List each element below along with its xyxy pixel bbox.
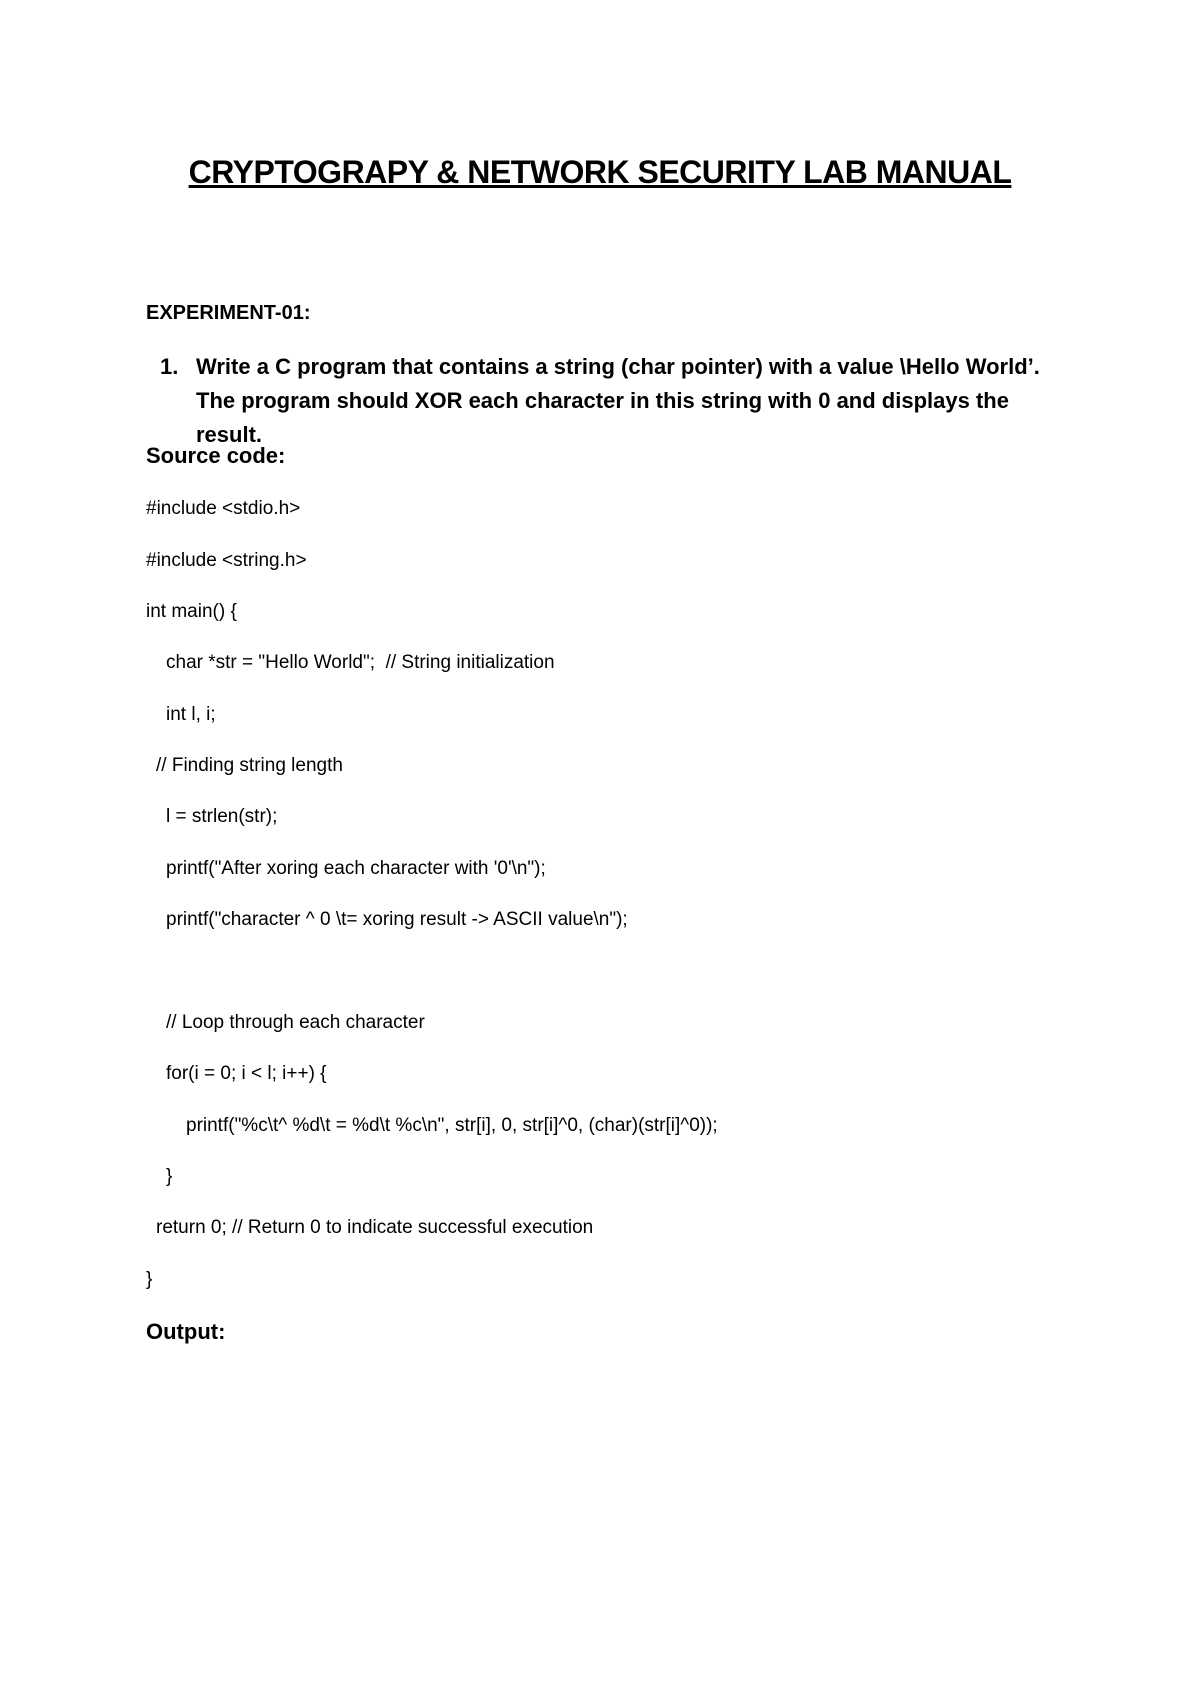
code-line: for(i = 0; i < l; i++) { [166, 1063, 327, 1084]
document-title: CRYPTOGRAPY & NETWORK SECURITY LAB MANUAL [188, 154, 1012, 190]
task-line-1: Write a C program that contains a string (char pointer) with a value \Hello World’. [196, 354, 1040, 379]
code-line: } [166, 1166, 173, 1187]
task-line-2: The program should XOR each character in this string with 0 and displays the result. [196, 388, 1009, 447]
code-line: char *str = "Hello World"; // String initialization [166, 652, 555, 673]
code-line: #include <stdio.h> [146, 498, 301, 519]
code-line: } [146, 1269, 153, 1290]
code-line: printf("%c\t^ %d\t = %d\t %c\n", str[i], 0, str[i]^0, (char)(str[i]^0)); [186, 1115, 718, 1136]
code-line: return 0; // Return 0 to indicate successful execution [156, 1217, 594, 1238]
output-label: Output: [146, 1319, 226, 1344]
code-line: l = strlen(str); [166, 806, 278, 827]
task-item [146, 350, 1066, 452]
source-code-label: Source code: [146, 443, 286, 468]
code-line: // Finding string length [156, 755, 343, 776]
code-line: int main() { [146, 601, 237, 622]
code-line: int l, i; [166, 704, 216, 725]
code-line: printf("character ^ 0 \t= xoring result -> ASCII value\n"); [166, 909, 628, 930]
code-line: printf("After xoring each character with '0'\n"); [166, 858, 546, 879]
code-line: // Loop through each character [166, 1012, 425, 1033]
code-line: #include <string.h> [146, 550, 307, 571]
task-number: 1. [160, 354, 179, 379]
experiment-heading: EXPERIMENT-01: [146, 302, 311, 324]
